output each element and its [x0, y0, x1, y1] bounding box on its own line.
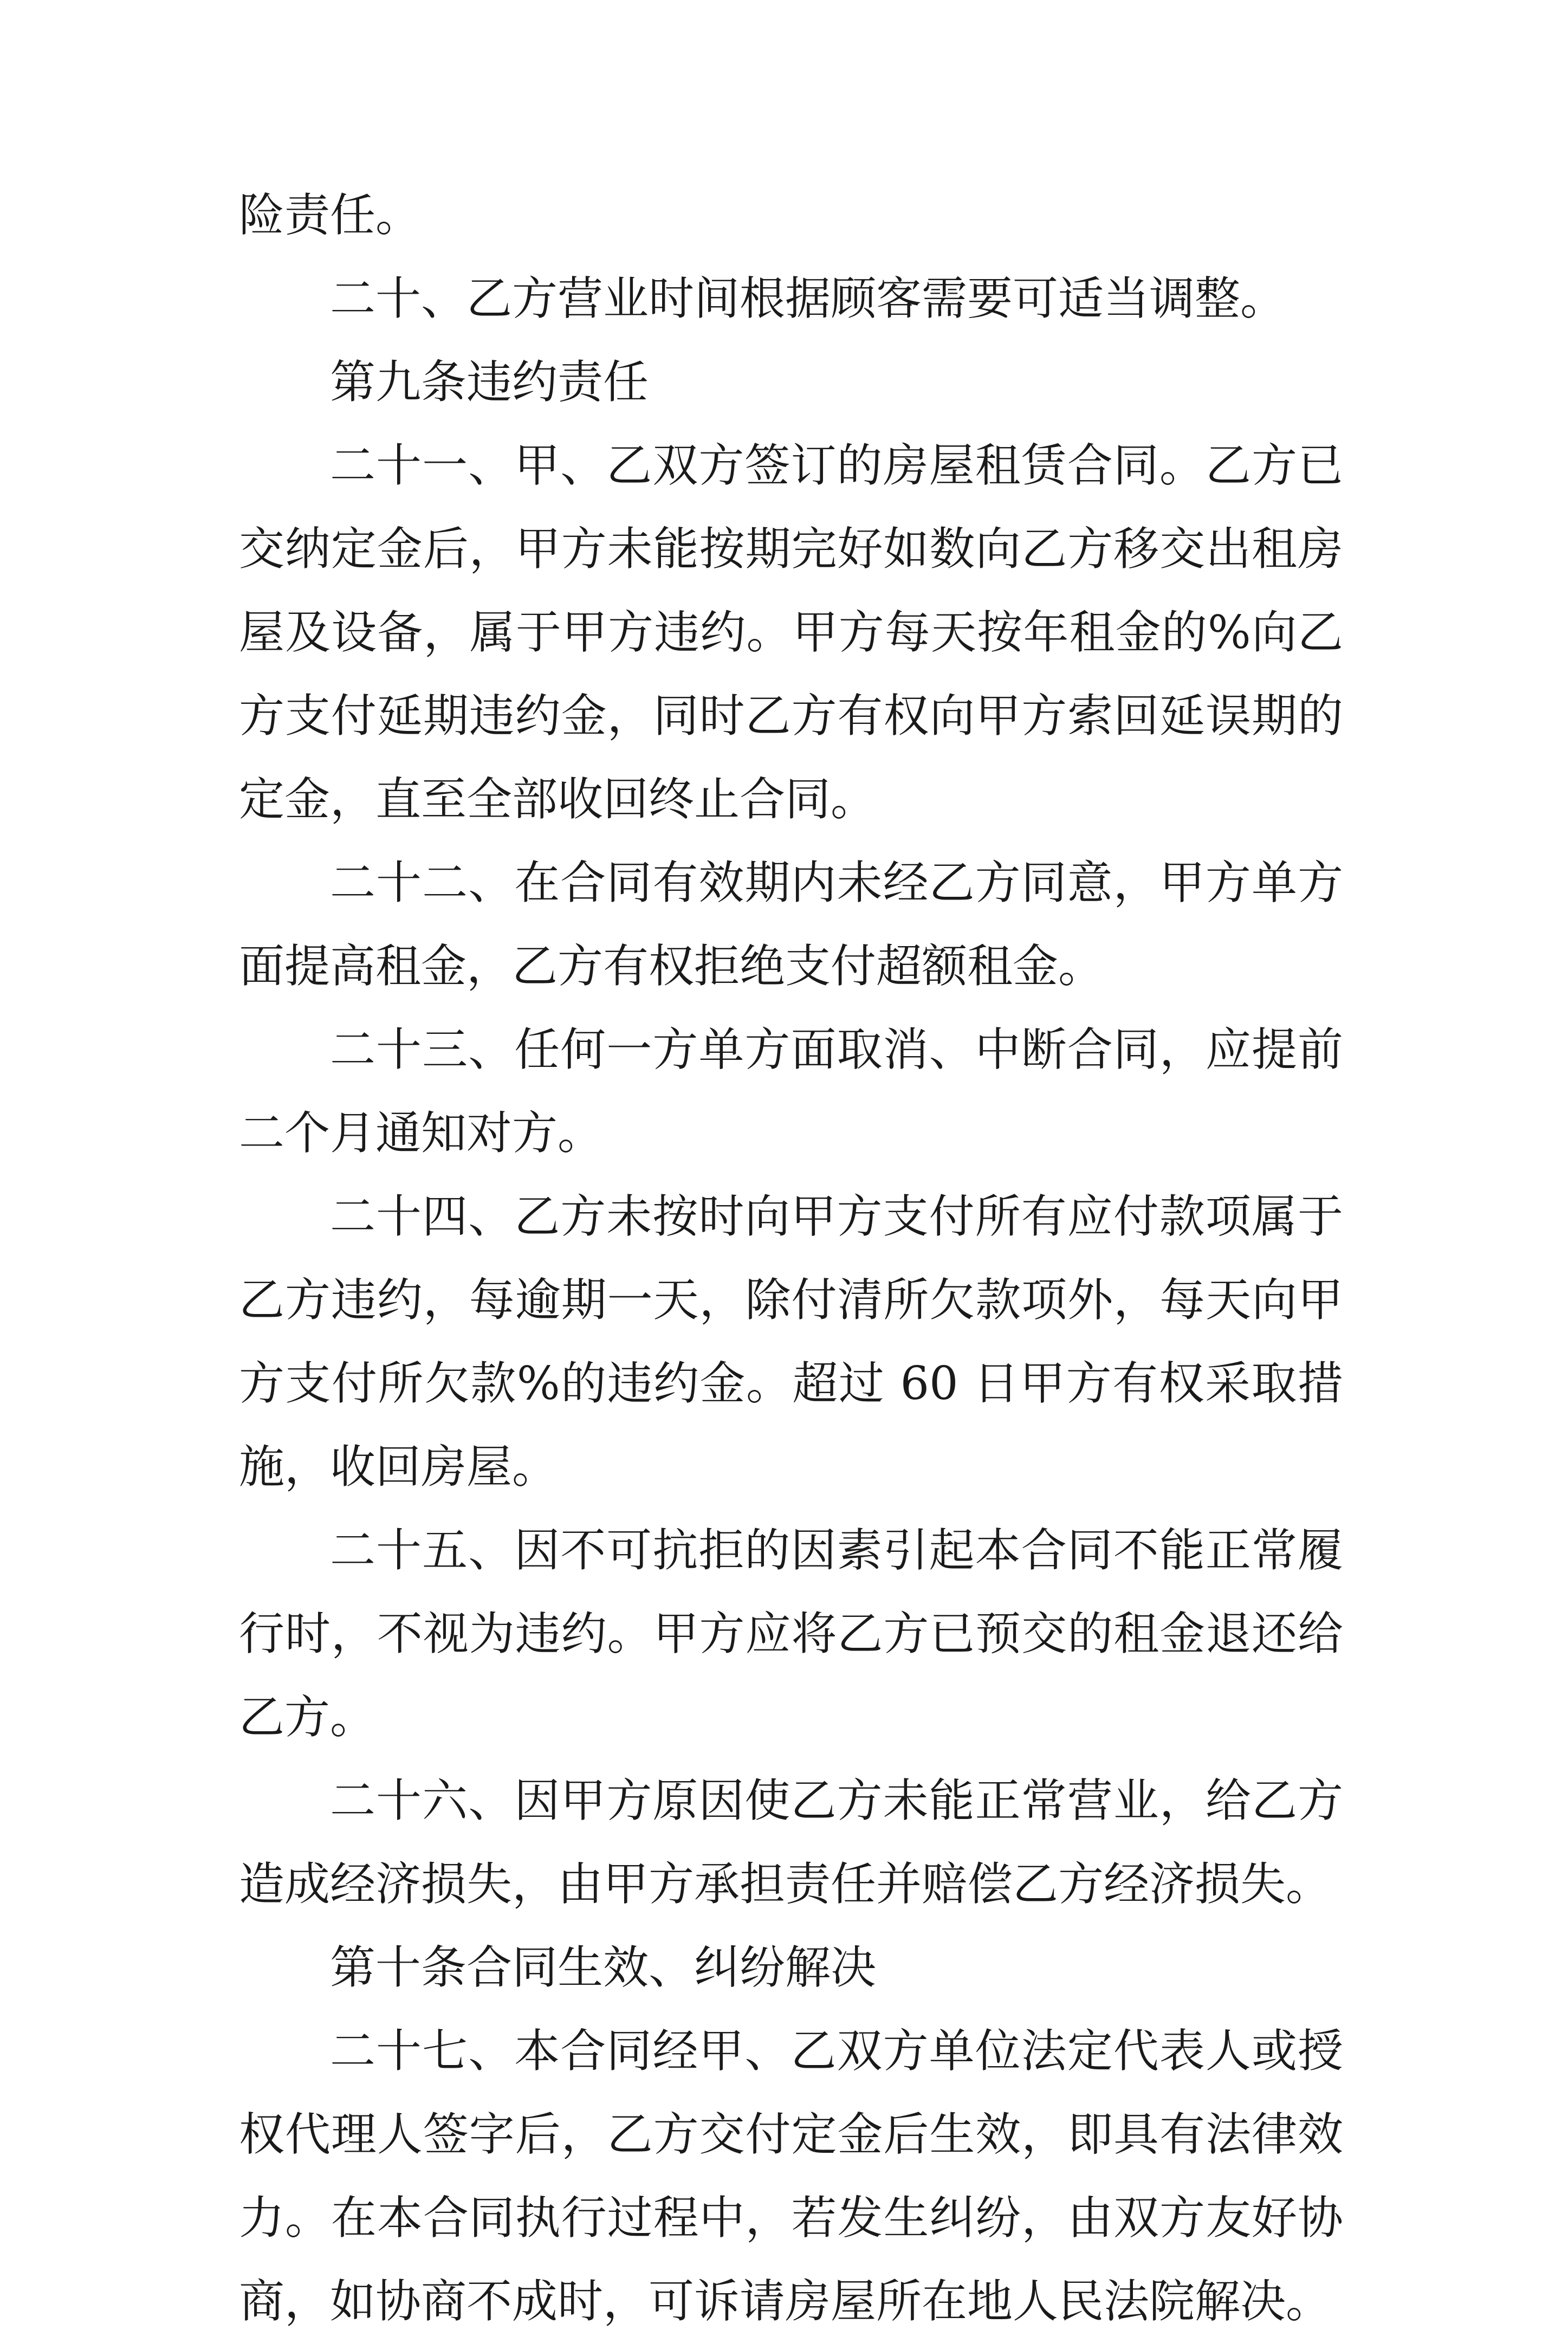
paragraph-continuation: 险责任。: [239, 189, 422, 242]
clause-24: 二十四、乙方未按时向甲方支付所有应付款项属于乙方违约，每逾期一天，除付清所欠款项外，每天向甲方支付所欠款%的违约金。超过 60 日甲方有权采取措施，收回房屋。: [239, 1190, 1343, 1493]
clause-26: 二十六、因甲方原因使乙方未能正常营业，给乙方造成经济损失，由甲方承担责任并赔偿乙方经济损失。: [239, 1774, 1343, 1911]
clause-27: 二十七、本合同经甲、乙双方单位法定代表人或授权代理人签字后，乙方交付定金后生效，即具有法律效力。在本合同执行过程中，若发生纠纷，由双方友好协商，如协商不成时，可诉请房屋所在地人民法院解决。: [239, 2024, 1343, 2328]
section-heading-article-9: 第九条违约责任: [330, 355, 649, 409]
clause-22: 二十二、在合同有效期内未经乙方同意，甲方单方面提高租金，乙方有权拒绝支付超额租金。: [239, 856, 1343, 993]
document-body: [239, 173, 1343, 2343]
clause-20: 二十、乙方营业时间根据顾客需要可适当调整。: [330, 272, 1286, 325]
clause-21: 二十一、甲、乙双方签订的房屋租赁合同。乙方已交纳定金后，甲方未能按期完好如数向乙方移交出租房屋及设备，属于甲方违约。甲方每天按年租金的%向乙方支付延期违约金，同时乙方有权向甲方索回延误期的定金，直至全部收回终止合同。: [239, 439, 1343, 826]
section-heading-article-10: 第十条合同生效、纠纷解决: [330, 1941, 877, 1994]
clause-25: 二十五、因不可抗拒的因素引起本合同不能正常履行时，不视为违约。甲方应将乙方已预交的租金退还给乙方。: [239, 1524, 1343, 1744]
clause-23: 二十三、任何一方单方面取消、中断合同，应提前二个月通知对方。: [239, 1023, 1343, 1160]
